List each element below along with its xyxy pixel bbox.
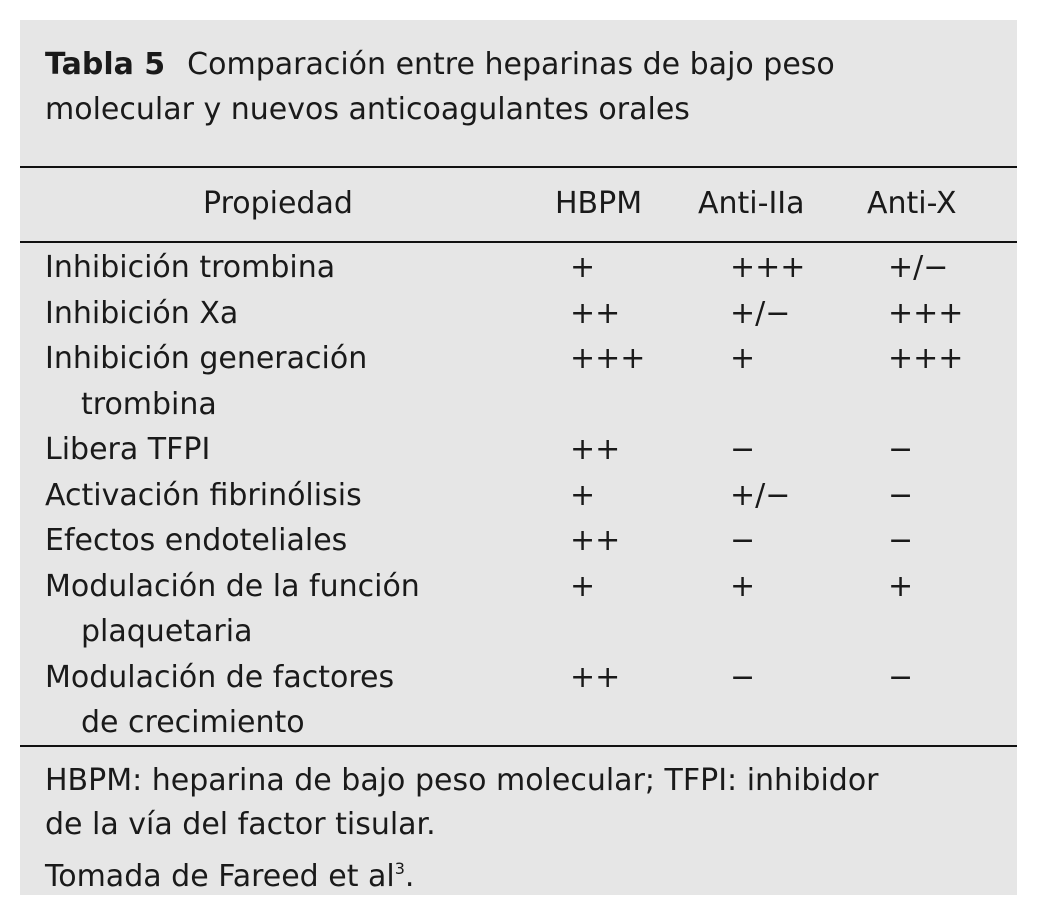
table-row — [20, 291, 1017, 337]
hbpm-cell: ++ — [570, 659, 621, 695]
table-row — [20, 564, 1017, 655]
anti-iia-cell: − — [730, 659, 756, 695]
property-cell: Modulación de la función — [45, 568, 420, 604]
hbpm-cell: +++ — [570, 341, 646, 376]
hbpm-cell: ++ — [570, 523, 621, 558]
table-title: Comparación entre heparinas de bajo peso molecular y nuevos anticoagulantes orales — [45, 47, 835, 127]
property-cell: Inhibición generación — [45, 341, 368, 376]
footnote-abbreviations-cont: de la vía del factor tisular. — [45, 807, 436, 842]
table-container — [20, 20, 1017, 895]
bottom-rule — [20, 745, 1017, 747]
anti-x-cell: +++ — [888, 295, 964, 331]
property-cell-continuation: de crecimiento — [81, 705, 305, 740]
property-cell-continuation: trombina — [81, 386, 217, 422]
hbpm-cell: + — [570, 250, 596, 285]
header-propiedad: Propiedad — [203, 186, 353, 221]
anti-x-cell: − — [888, 659, 914, 695]
anti-iia-cell: − — [730, 523, 756, 558]
hbpm-cell: ++ — [570, 295, 621, 331]
anti-iia-cell: + — [730, 568, 756, 604]
property-cell: Inhibición trombina — [45, 250, 336, 285]
anti-iia-cell: + — [730, 341, 756, 376]
header-anti-x: Anti-X — [867, 186, 957, 221]
hbpm-cell: ++ — [570, 432, 621, 467]
table-caption — [45, 42, 985, 132]
hbpm-cell: + — [570, 568, 596, 604]
anti-x-cell: − — [888, 523, 914, 558]
anti-iia-cell: − — [730, 432, 756, 467]
property-cell: Inhibición Xa — [45, 295, 239, 331]
anti-iia-cell: +/− — [730, 477, 791, 513]
header-anti-iia: Anti-IIa — [698, 186, 805, 221]
anti-x-cell: − — [888, 432, 914, 467]
table-header-row — [20, 168, 1017, 240]
table-row — [20, 336, 1017, 427]
footnote-abbreviations: HBPM: heparina de bajo peso molecular; TFPI: inhibidor — [45, 763, 879, 798]
property-cell: Efectos endoteliales — [45, 523, 348, 558]
table-body — [20, 245, 1017, 746]
table-footnotes — [45, 759, 985, 899]
table-row — [20, 427, 1017, 473]
anti-x-cell: +++ — [888, 341, 964, 376]
property-cell: Libera TFPI — [45, 432, 211, 467]
anti-iia-cell: +++ — [730, 250, 806, 285]
hbpm-cell: + — [570, 477, 596, 513]
footnote-source: Tomada de Fareed et $al^3$. — [45, 859, 415, 894]
anti-iia-cell: +/− — [730, 295, 791, 331]
table-row — [20, 655, 1017, 746]
table-label: Tabla 5 — [45, 47, 166, 82]
property-cell: Activación fibrinólisis — [45, 477, 362, 513]
table-row — [20, 473, 1017, 519]
table-row — [20, 245, 1017, 291]
reference-superscript: 3 — [394, 859, 405, 878]
property-cell: Modulación de factores — [45, 659, 395, 695]
table-row — [20, 518, 1017, 564]
header-hbpm: HBPM — [555, 186, 643, 221]
anti-x-cell: +/− — [888, 250, 949, 285]
anti-x-cell: + — [888, 568, 914, 604]
anti-x-cell: − — [888, 477, 914, 513]
property-cell-continuation: plaquetaria — [81, 614, 253, 649]
header-rule — [20, 241, 1017, 243]
